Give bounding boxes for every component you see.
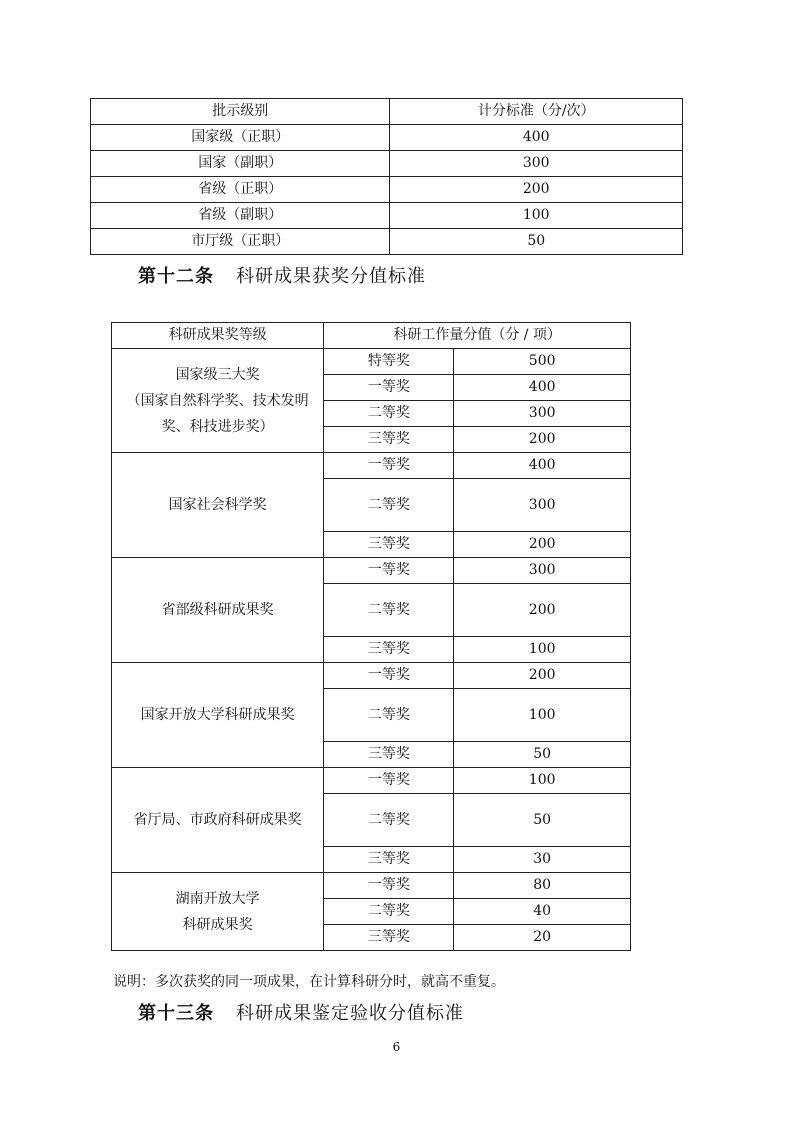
award-level-cell — [112, 663, 324, 768]
score-cell: 100 — [454, 637, 631, 663]
award-level-line: 国家级三大奖 — [175, 366, 260, 383]
header-cell: 科研工作量分值（分 / 项） — [324, 323, 631, 349]
award-level-cell — [112, 453, 324, 558]
grade-cell: 一等奖 — [324, 663, 454, 689]
article-number: 第十二条 — [138, 266, 214, 287]
grade-cell: 二等奖 — [324, 584, 454, 637]
table-row — [112, 349, 631, 375]
award-level-line: 省部级科研成果奖 — [161, 602, 274, 618]
grade-cell: 特等奖 — [324, 349, 454, 375]
table-row — [112, 663, 631, 689]
award-level-cell — [112, 558, 324, 663]
table-row — [91, 151, 683, 177]
grade-cell: 二等奖 — [324, 794, 454, 847]
grade-cell: 一等奖 — [324, 453, 454, 479]
table-header-row — [112, 323, 631, 349]
award-level-line: 省厅局、市政府科研成果奖 — [133, 812, 302, 828]
table-cell: 市厅级（正职） — [91, 229, 390, 255]
award-level-line: 奖、科技进步奖） — [161, 418, 274, 435]
header-cell: 计分标准（分/次） — [390, 99, 683, 125]
header-cell: 科研成果奖等级 — [112, 323, 324, 349]
score-cell: 100 — [454, 768, 631, 794]
grade-cell: 一等奖 — [324, 873, 454, 899]
table-row — [91, 177, 683, 203]
article-number: 第十三条 — [138, 1003, 214, 1024]
table-row — [112, 873, 631, 899]
article-heading — [138, 999, 464, 1025]
page-number: 6 — [392, 1040, 401, 1054]
table-cell: 50 — [390, 229, 683, 255]
score-cell: 200 — [454, 584, 631, 637]
table-note: 说明：多次获奖的同一项成果，在计算科研分时，就高不重复。 — [113, 974, 505, 990]
score-cell: 50 — [454, 794, 631, 847]
score-cell: 20 — [454, 925, 631, 951]
table-row — [91, 203, 683, 229]
grade-cell: 三等奖 — [324, 847, 454, 873]
table-cell: 国家级（正职） — [91, 125, 390, 151]
grade-cell: 一等奖 — [324, 558, 454, 584]
header-cell: 批示级别 — [91, 99, 390, 125]
award-level-cell — [112, 349, 324, 453]
grade-cell: 二等奖 — [324, 689, 454, 742]
grade-cell: 二等奖 — [324, 401, 454, 427]
award-level-cell — [112, 873, 324, 951]
article-title: 科研成果鉴定验收分值标准 — [236, 1003, 464, 1024]
score-cell: 200 — [454, 532, 631, 558]
score-cell: 40 — [454, 899, 631, 925]
table-row — [112, 453, 631, 479]
article-title: 科研成果获奖分值标准 — [236, 266, 426, 287]
award-level-line: 国家开放大学科研成果奖 — [140, 707, 295, 723]
score-cell: 80 — [454, 873, 631, 899]
table-header-row — [91, 99, 683, 125]
table-cell: 300 — [390, 151, 683, 177]
score-cell: 400 — [454, 453, 631, 479]
table-cell: 400 — [390, 125, 683, 151]
table-cell: 省级（副职） — [91, 203, 390, 229]
table-row — [112, 768, 631, 794]
score-cell: 200 — [454, 427, 631, 453]
grade-cell: 三等奖 — [324, 532, 454, 558]
table-row — [112, 558, 631, 584]
table-row — [91, 229, 683, 255]
grade-cell: 二等奖 — [324, 479, 454, 532]
grade-cell: 三等奖 — [324, 742, 454, 768]
score-cell: 50 — [454, 742, 631, 768]
grade-cell: 一等奖 — [324, 375, 454, 401]
grade-cell: 三等奖 — [324, 427, 454, 453]
instruction-score-table — [90, 98, 683, 255]
table-cell: 国家（副职） — [91, 151, 390, 177]
score-cell: 300 — [454, 479, 631, 532]
award-level-line: 湖南开放大学 — [175, 890, 260, 907]
award-score-table — [111, 322, 631, 951]
table-cell: 100 — [390, 203, 683, 229]
table-cell: 200 — [390, 177, 683, 203]
score-cell: 300 — [454, 401, 631, 427]
grade-cell: 一等奖 — [324, 768, 454, 794]
grade-cell: 三等奖 — [324, 925, 454, 951]
award-level-line: （国家自然科学奖、技术发明 — [126, 392, 309, 409]
score-cell: 300 — [454, 558, 631, 584]
table-row — [91, 125, 683, 151]
award-level-line: 国家社会科学奖 — [168, 497, 267, 513]
table-cell: 省级（正职） — [91, 177, 390, 203]
award-level-line: 科研成果奖 — [182, 916, 253, 933]
score-cell: 200 — [454, 663, 631, 689]
score-cell: 400 — [454, 375, 631, 401]
award-level-cell — [112, 768, 324, 873]
article-heading — [138, 262, 426, 288]
grade-cell: 三等奖 — [324, 637, 454, 663]
score-cell: 30 — [454, 847, 631, 873]
score-cell: 100 — [454, 689, 631, 742]
grade-cell: 二等奖 — [324, 899, 454, 925]
score-cell: 500 — [454, 349, 631, 375]
